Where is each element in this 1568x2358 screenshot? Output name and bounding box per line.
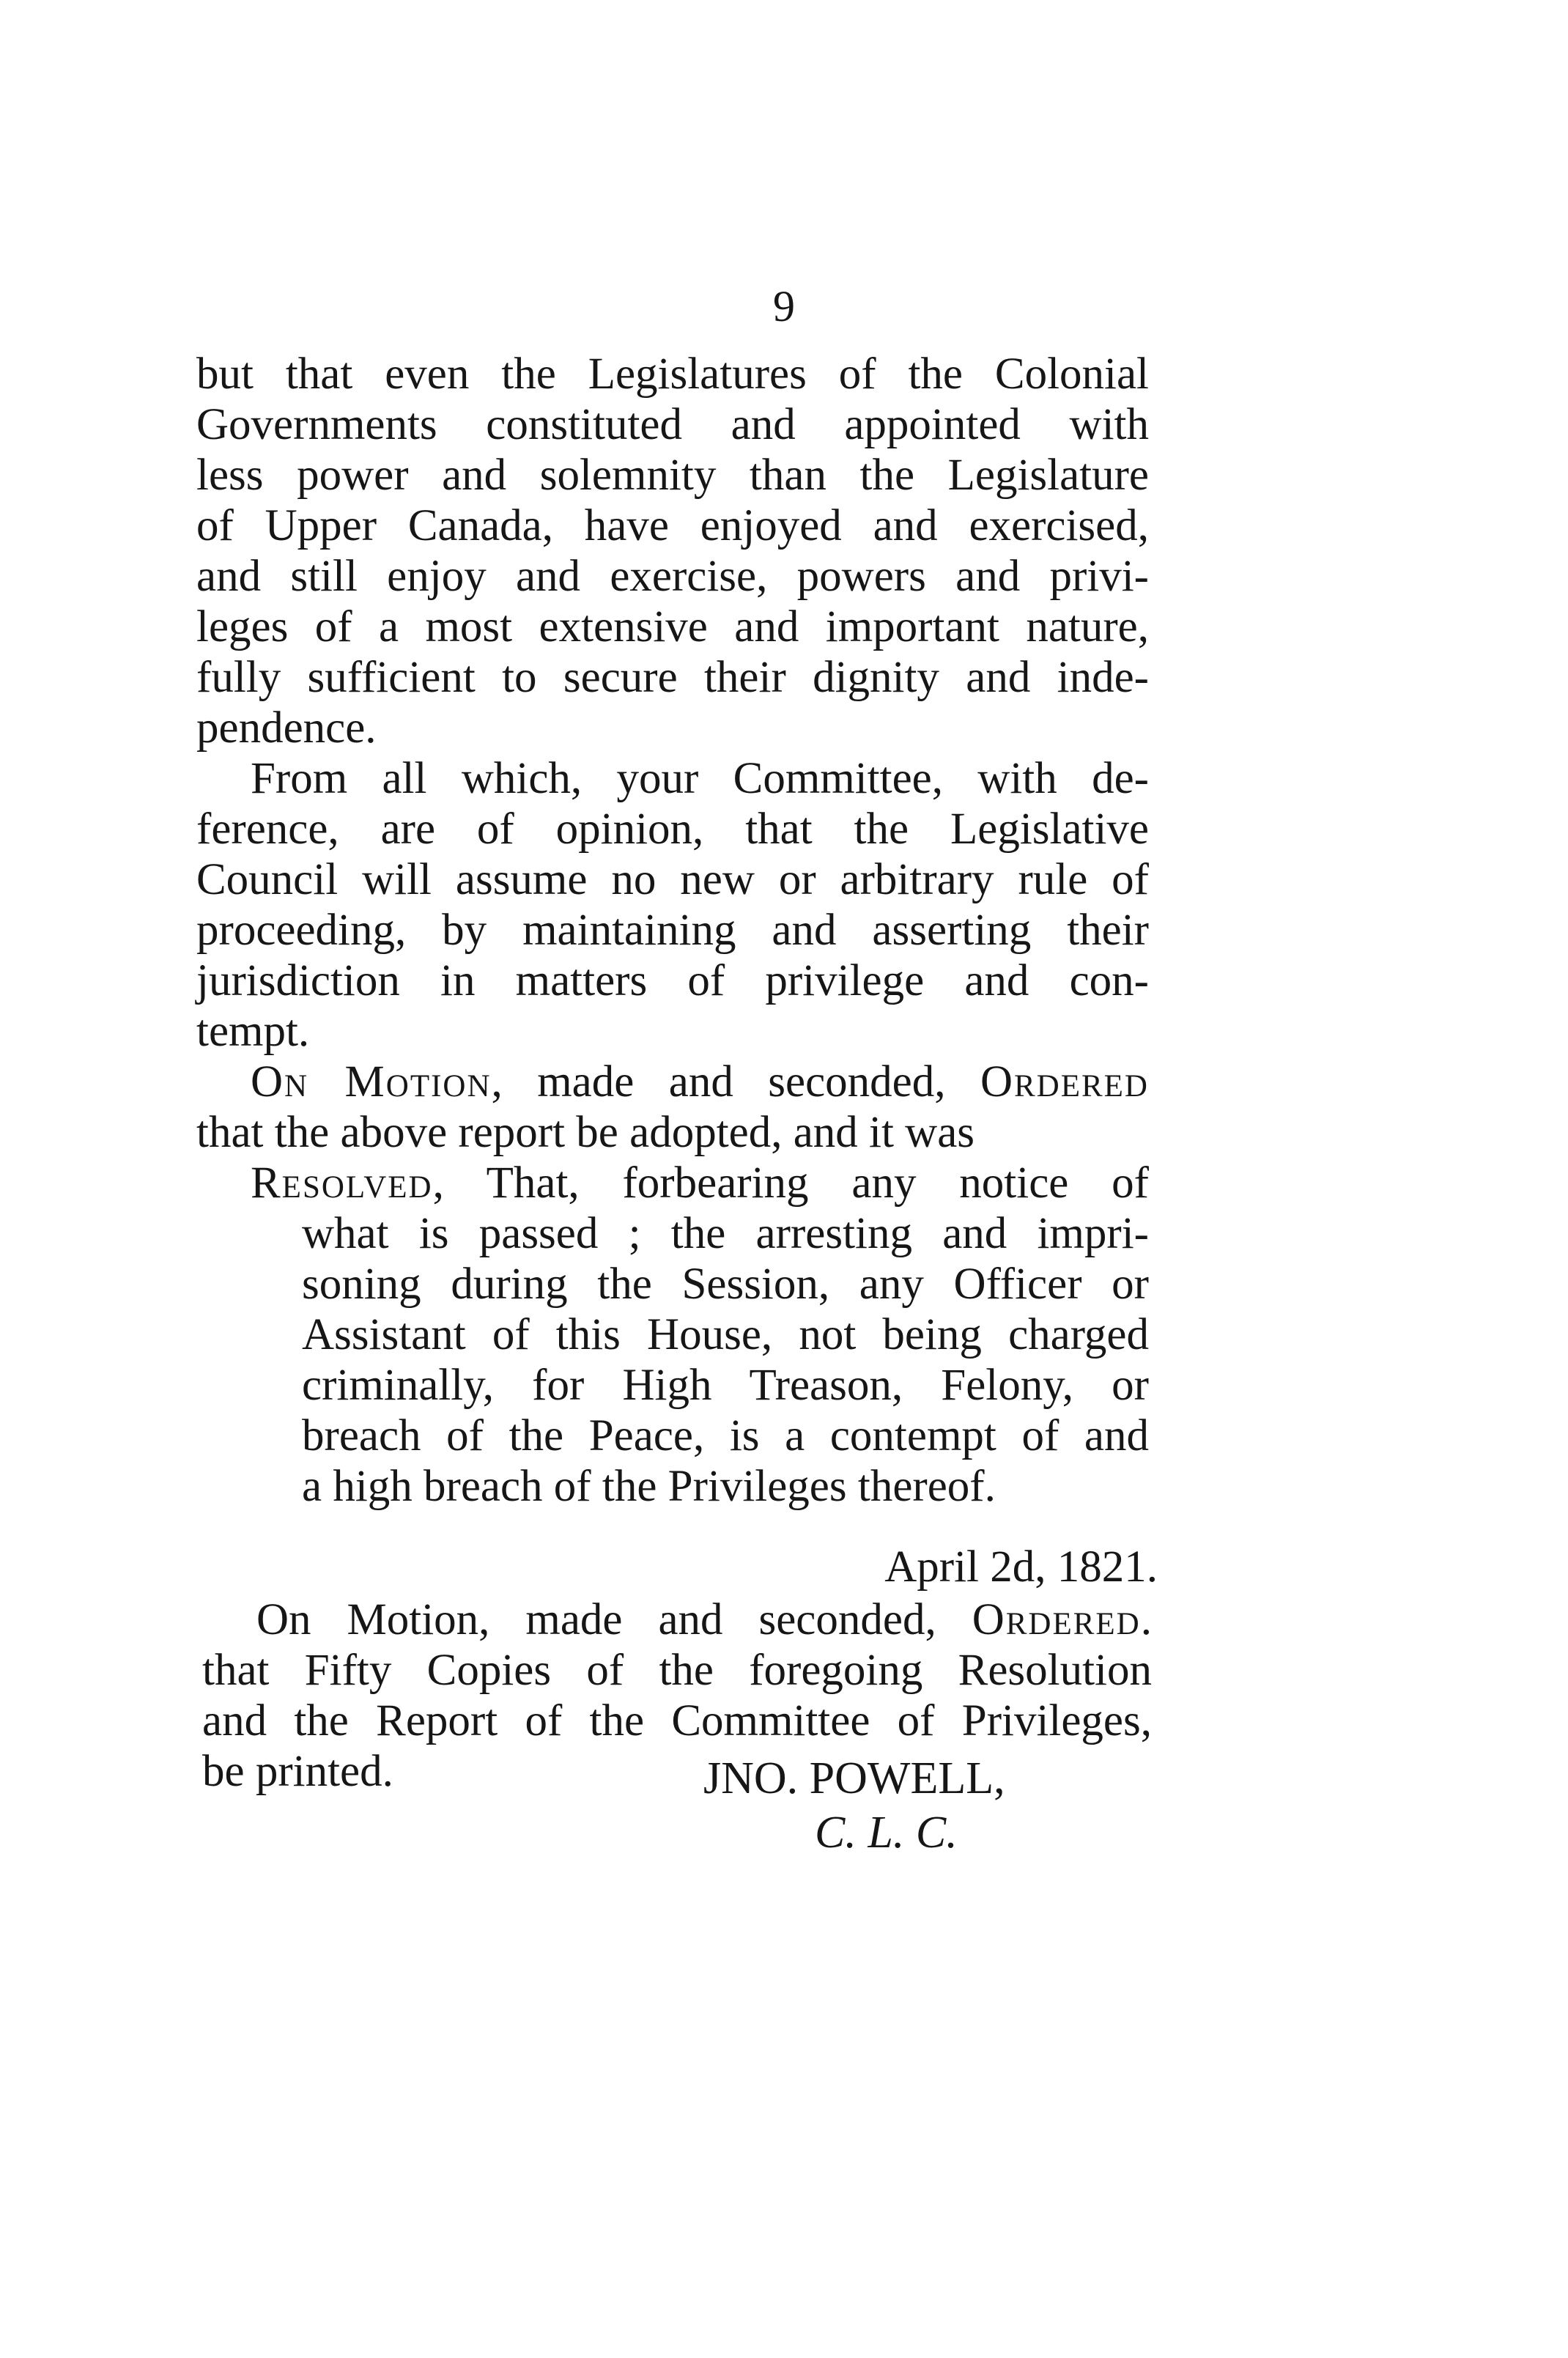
- resolution-first-line: [196, 1158, 1149, 1208]
- paragraph-line: ference, are of opinion, that the Legislative: [196, 805, 1149, 854]
- paragraph-line: Council will assume no new or arbitrary rule of: [196, 855, 1149, 904]
- motion-text: , made and seconded,: [491, 1057, 980, 1106]
- motion-line: that the above report be adopted, and it was: [196, 1108, 975, 1157]
- paragraph-continuation: [196, 349, 1149, 753]
- paragraph-line: leges of a most extensive and important nature,: [196, 602, 1149, 651]
- motion-line: that Fifty Copies of the foregoing Resolution: [202, 1646, 1152, 1695]
- signatory-name: JNO. POWELL,: [703, 1753, 1005, 1803]
- motion-line: be printed.: [202, 1747, 393, 1796]
- ordered-tail: .: [1140, 1595, 1152, 1644]
- signatory-title: C. L. C.: [815, 1808, 958, 1858]
- page-number: 9: [773, 282, 795, 330]
- paragraph-line: From all which, your Committee, with de-: [251, 754, 1149, 803]
- date-line: April 2d, 1821.: [884, 1542, 1158, 1592]
- resolution-line: Assistant of this House, not being charged: [302, 1310, 1149, 1359]
- paragraph-line: but that even the Legislatures of the Colonial: [196, 350, 1149, 399]
- paragraph-line: Governments constituted and appointed with: [196, 400, 1149, 449]
- signature: [703, 1751, 1005, 1860]
- resolution-line: breach of the Peace, is a contempt of and: [302, 1411, 1149, 1460]
- motion-printing: [202, 1594, 1152, 1797]
- resolution-text: , That, forbearing any notice of: [432, 1158, 1149, 1208]
- paragraph-line: tempt.: [196, 1007, 310, 1056]
- resolution-line: criminally, for High Treason, Felony, or: [302, 1361, 1149, 1410]
- paragraph-line: and still enjoy and exercise, powers and privi-: [196, 552, 1149, 601]
- motion-lead: On Motion, made and seconded,: [256, 1595, 972, 1644]
- resolution-line: what is passed ; the arresting and impri-: [302, 1209, 1149, 1258]
- resolution-line: a high breach of the Privileges thereof.: [302, 1462, 996, 1511]
- resolved-keyword: Resolved: [251, 1158, 433, 1208]
- paragraph-line: of Upper Canada, have enjoyed and exercised,: [196, 501, 1149, 550]
- ordered-keyword: Ordered: [980, 1057, 1149, 1106]
- paragraph-line: jurisdiction in matters of privilege and con-: [196, 956, 1149, 1005]
- resolution-line: soning during the Session, any Officer or: [302, 1260, 1149, 1309]
- motion-line: and the Report of the Committee of Privileges,: [202, 1696, 1152, 1745]
- motion-line: [196, 1057, 1149, 1107]
- paragraph-line: pendence.: [196, 703, 377, 753]
- motion-lead: On Motion: [251, 1057, 492, 1106]
- paragraph-line: proceeding, by maintaining and asserting their: [196, 906, 1149, 955]
- resolution: [196, 1158, 1149, 1512]
- paragraph-line: less power and solemnity than the Legislature: [196, 451, 1149, 500]
- motion-line: [202, 1594, 1152, 1645]
- paragraph-committee-opinion: [196, 753, 1149, 1057]
- paragraph-line: fully sufficient to secure their dignity and inde-: [196, 653, 1149, 702]
- motion-adoption: [196, 1057, 1149, 1158]
- ordered-keyword: Ordered: [972, 1595, 1141, 1644]
